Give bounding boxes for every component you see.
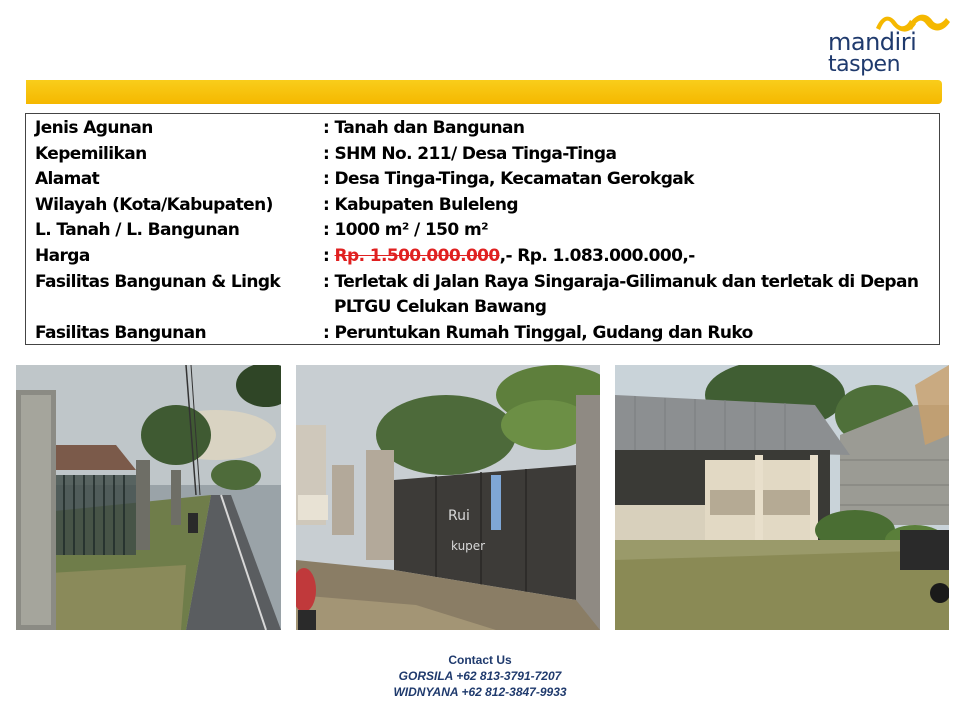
value-fasilitas-bangunan: : Peruntukan Rumah Tinggal, Gudang dan Ruko <box>323 323 753 343</box>
contact-heading: Contact Us <box>448 653 512 667</box>
price-colon: : <box>323 246 335 266</box>
old-price: Rp. 1.500.000.000 <box>334 246 500 266</box>
label-alamat: Alamat <box>35 169 100 189</box>
value-fasilitas-lingkungan-cont: PLTGU Celukan Bawang <box>334 297 547 317</box>
value-harga <box>323 246 695 266</box>
contact-title <box>0 652 960 668</box>
value-alamat: : Desa Tinga-Tinga, Kecamatan Gerokgak <box>323 169 694 189</box>
value-jenis-agunan: : Tanah dan Bangunan <box>323 118 525 138</box>
brand-name-taspen: taspen <box>828 52 901 77</box>
label-harga: Harga <box>35 246 90 266</box>
value-wilayah: : Kabupaten Buleleng <box>323 195 518 215</box>
label-kepemilikan: Kepemilikan <box>35 144 147 164</box>
label-fasilitas-lingkungan: Fasilitas Bangunan & Lingk <box>35 272 281 292</box>
header-banner <box>26 80 942 104</box>
value-fasilitas-lingkungan: : Terletak di Jalan Raya Singaraja-Gilimanuk dan terletak di Depan <box>323 272 919 292</box>
svg-text:Rui: Rui <box>448 508 470 524</box>
new-price: ,- Rp. 1.083.000.000,- <box>499 246 695 266</box>
label-jenis-agunan: Jenis Agunan <box>35 118 153 138</box>
mandiri-taspen-logo <box>828 10 950 77</box>
label-wilayah: Wilayah (Kota/Kabupaten) <box>35 195 273 215</box>
brand-name-mandiri: mandiri <box>828 28 917 56</box>
photo-gate-view <box>296 365 600 630</box>
photo-street-view <box>16 365 281 630</box>
svg-text:kuper: kuper <box>451 539 486 553</box>
value-kepemilikan: : SHM No. 211/ Desa Tinga-Tinga <box>323 144 617 164</box>
label-fasilitas-bangunan: Fasilitas Bangunan <box>35 323 207 343</box>
contact-line-widnyana: WIDNYANA +62 812-3847-9933 <box>393 685 567 699</box>
contact-line-gorsila: GORSILA +62 813-3791-7207 <box>398 669 562 683</box>
value-luas: : 1000 m² / 150 m² <box>323 220 488 240</box>
photo-building-view <box>615 365 949 630</box>
property-info-table <box>25 113 940 345</box>
label-luas: L. Tanah / L. Bangunan <box>35 220 240 240</box>
